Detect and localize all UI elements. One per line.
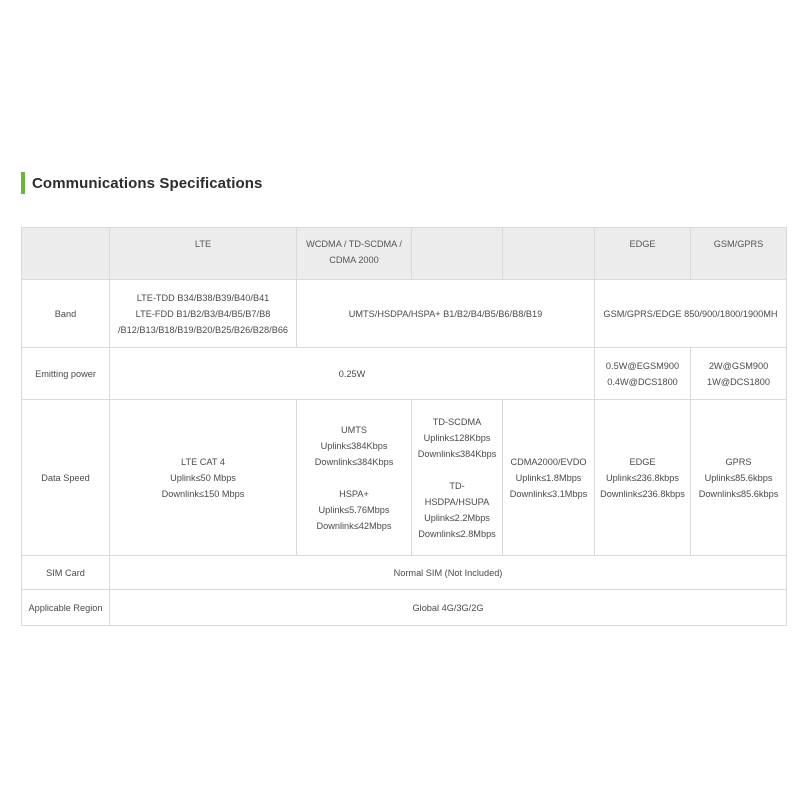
power-edge-cell (595, 348, 691, 400)
speed-cdma-cell (503, 400, 595, 556)
speed-td-cell (412, 400, 503, 556)
speed-gprs-line: GPRS (725, 456, 752, 467)
power-value-cell: 0.25W (110, 348, 595, 400)
speed-hspa-line: Uplink≤5.76Mbps (318, 504, 390, 515)
speed-tdhsdpa-line: Downlink≤2.8Mbps (418, 528, 496, 539)
speed-tdscdma-line: Uplink≤128Kbps (423, 432, 491, 443)
table-row-sim (22, 556, 787, 590)
header-wcdma (297, 228, 412, 280)
power-gsm-cell (691, 348, 787, 400)
speed-edge-line: Uplink≤236.8kbps (606, 472, 679, 483)
header-edge: EDGE (595, 228, 691, 280)
speed-umts-line: Uplink≤384Kbps (320, 440, 388, 451)
header-wcdma-line1: WCDMA / TD-SCDMA / (306, 239, 402, 249)
region-value-cell: Global 4G/3G/2G (110, 590, 787, 626)
sim-value-cell: Normal SIM (Not Included) (110, 556, 787, 590)
speed-gprs-cell (691, 400, 787, 556)
speed-edge-line: Downlink≤236.8kbps (600, 488, 685, 499)
speed-tdscdma-line: Downlink≤384Kbps (417, 448, 497, 459)
speed-hspa-line: HSPA+ (339, 488, 369, 499)
band-lte-line2: LTE-FDD B1/B2/B3/B4/B5/B7/B8 (135, 308, 271, 319)
table-row-power (22, 348, 787, 400)
speed-cdma-line: CDMA2000/EVDO (510, 456, 587, 467)
heading-accent-bar (21, 172, 25, 194)
header-empty-cell (22, 228, 110, 280)
spec-table (21, 227, 787, 626)
table-row-region (22, 590, 787, 626)
band-lte-line1: LTE-TDD B34/B38/B39/B40/B41 (136, 292, 270, 303)
row-label-region: Applicable Region (22, 590, 110, 626)
speed-umts-line: UMTS (340, 424, 368, 435)
header-empty-cell (412, 228, 503, 280)
speed-lte-line: Downlink≤150 Mbps (161, 488, 245, 499)
speed-lte-cell (110, 400, 297, 556)
speed-lte-line: Uplink≤50 Mbps (170, 472, 236, 483)
speed-gprs-line: Uplink≤85.6kbps (704, 472, 773, 483)
speed-umts-cell (297, 400, 412, 556)
power-edge-line1: 0.5W@EGSM900 (605, 360, 680, 371)
band-gsm-cell: GSM/GPRS/EDGE 850/900/1800/1900MH (595, 280, 787, 348)
speed-tdscdma-line: TD-SCDMA (432, 416, 482, 427)
page-title: Communications Specifications (32, 174, 263, 192)
band-lte-cell (110, 280, 297, 348)
speed-cdma-line: Downlink≤3.1Mbps (509, 488, 588, 499)
band-umts-cell: UMTS/HSDPA/HSPA+ B1/B2/B4/B5/B6/B8/B19 (297, 280, 595, 348)
speed-tdhsdpa-line: Uplink≤2.2Mbps (424, 512, 490, 523)
row-label-band: Band (22, 280, 110, 348)
section-heading (21, 172, 262, 194)
power-gsm-line1: 2W@GSM900 (708, 360, 769, 371)
header-wcdma-line2: CDMA 2000 (329, 255, 379, 265)
band-lte-line3: /B12/B13/B18/B19/B20/B25/B26/B28/B66 (117, 324, 289, 335)
table-header-row (22, 228, 787, 280)
row-label-sim: SIM Card (22, 556, 110, 590)
speed-cdma-line: Uplink≤1.8Mbps (515, 472, 582, 483)
power-gsm-line2: 1W@DCS1800 (707, 376, 770, 387)
speed-tdhsdpa-line: HSDPA/HSUPA (424, 496, 490, 507)
row-label-speed: Data Speed (22, 400, 110, 556)
speed-lte-line: LTE CAT 4 (181, 456, 225, 467)
header-lte: LTE (110, 228, 297, 280)
speed-gprs-line: Downlink≤85.6kbps (698, 488, 779, 499)
row-label-power: Emitting power (22, 348, 110, 400)
table-row-speed (22, 400, 787, 556)
speed-hspa-line: Downlink≤42Mbps (316, 520, 392, 531)
table-row-band (22, 280, 787, 348)
speed-edge-cell (595, 400, 691, 556)
header-gsm-gprs: GSM/GPRS (691, 228, 787, 280)
spacer (414, 462, 500, 478)
speed-tdhsdpa-line: TD- (449, 480, 465, 491)
header-empty-cell (503, 228, 595, 280)
speed-umts-line: Downlink≤384Kbps (314, 456, 394, 467)
spacer (299, 470, 409, 486)
power-edge-line2: 0.4W@DCS1800 (607, 376, 678, 387)
speed-edge-line: EDGE (629, 456, 656, 467)
